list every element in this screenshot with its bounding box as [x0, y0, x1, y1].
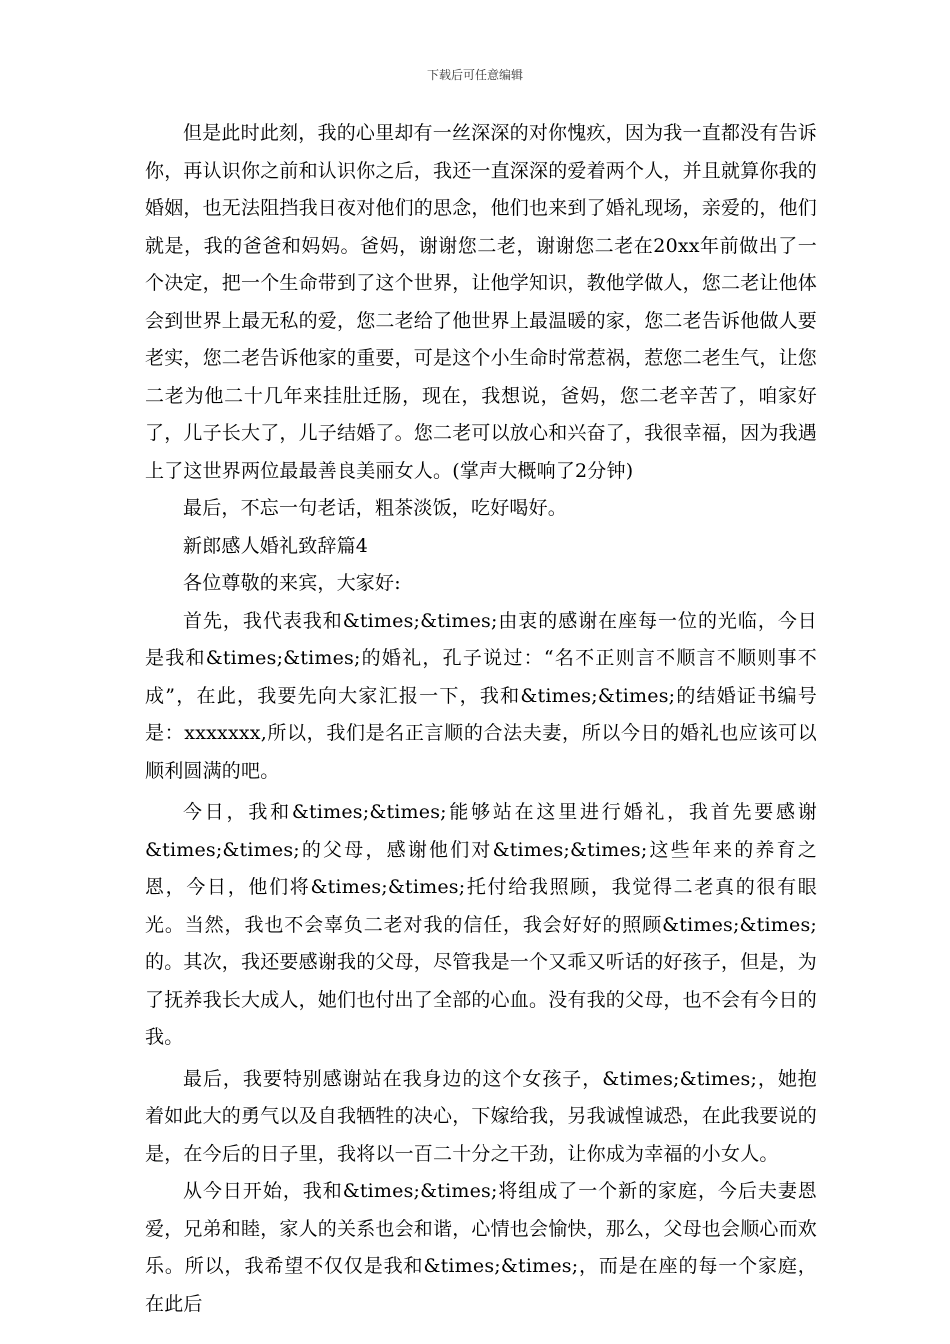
page-header: 下载后可任意编辑 [426, 68, 523, 82]
paragraph-closing-saying: 最后，不忘一句老话，粗茶淡饭，吃好喝好。 [183, 497, 568, 519]
paragraph-bride: 最后，我要特别感谢站在我身边的这个女孩子，&times;&times;，她抱着如此大的勇气以及自我牺牲的决心，下嫁给我，另我诚惶诚恐，在此我要说的是，在今后的日子里，我将以一百二十分之干劲，让你成为幸福的小女人。 [145, 1067, 818, 1165]
paragraph-introduction: 首先，我代表我和&times;&times;由衷的感谢在座每一位的光临，今日是我和&times;&times;的婚礼，孔子说过：“名不正则言不顺言不顺则事不成”，在此，我要先向大家汇报一下，我和&times;&times;的结婚证书编号是：xxxxxxx,所以，我们是名正言顺的合法夫妻，所以今日的婚礼也应该可以顺利圆满的吧。 [145, 609, 817, 782]
section-heading: 新郎感人婚礼致辞篇4 [183, 534, 369, 557]
paragraph-gratitude: 今日，我和&times;&times;能够站在这里进行婚礼，我首先要感谢&times;&times;的父母，感谢他们对&times;&times;这些年来的养育之恩，今日，他们将&times;&times;托付给我照顾，我觉得二老真的很有眼光。当然，我也不会辜负二老对我的信任，我会好好的照顾&times;&times;的。其次，我还要感谢我的父母，尽管我是一个又乖又听话的好孩子，但是，为了抚养我长大成人，她们也付出了全部的心血。没有我的父母，也不会有今日的我。 [145, 801, 818, 1048]
document-body [145, 115, 817, 1323]
salutation: 各位尊敬的来宾，大家好: [183, 572, 401, 594]
paragraph-parents-thanks: 但是此时此刻，我的心里却有一丝深深的对你愧疚，因为我一直都没有告诉你，再认识你之前和认识你之后，我还一直深深的爱着两个人，并且就算你我的婚姻，也无法阻挡我日夜对他们的思念，他们也来到了婚礼现场，亲爱的，他们就是，我的爸爸和妈妈。爸妈，谢谢您二老，谢谢您二老在20xx年前做出了一个决定，把一个生命带到了这个世界，让他学知识，教他学做人，您二老让他体会到世界上最无私的爱，您二老给了他世界上最温暖的家，您二老告诉他做人要老实，您二老告诉他家的重要，可是这个小生命时常惹祸，惹您二老生气，让您二老为他二十几年来挂肚迁肠，现在，我想说，爸妈，您二老辛苦了，咱家好了，儿子长大了，儿子结婚了。您二老可以放心和兴奋了，我很幸福，因为我遇上了这世界两位最最善良美丽女人。(掌声大概响了2分钟) [145, 122, 818, 482]
paragraph-new-family: 从今日开始，我和&times;&times;将组成了一个新的家庭，今后夫妻恩爱，兄弟和睦，家人的关系也会和谐，心情也会愉快，那么，父母也会顺心而欢乐。所以，我希望不仅仅是我和&times;&times;，而是在座的每一个家庭，在此后 [145, 1180, 818, 1315]
